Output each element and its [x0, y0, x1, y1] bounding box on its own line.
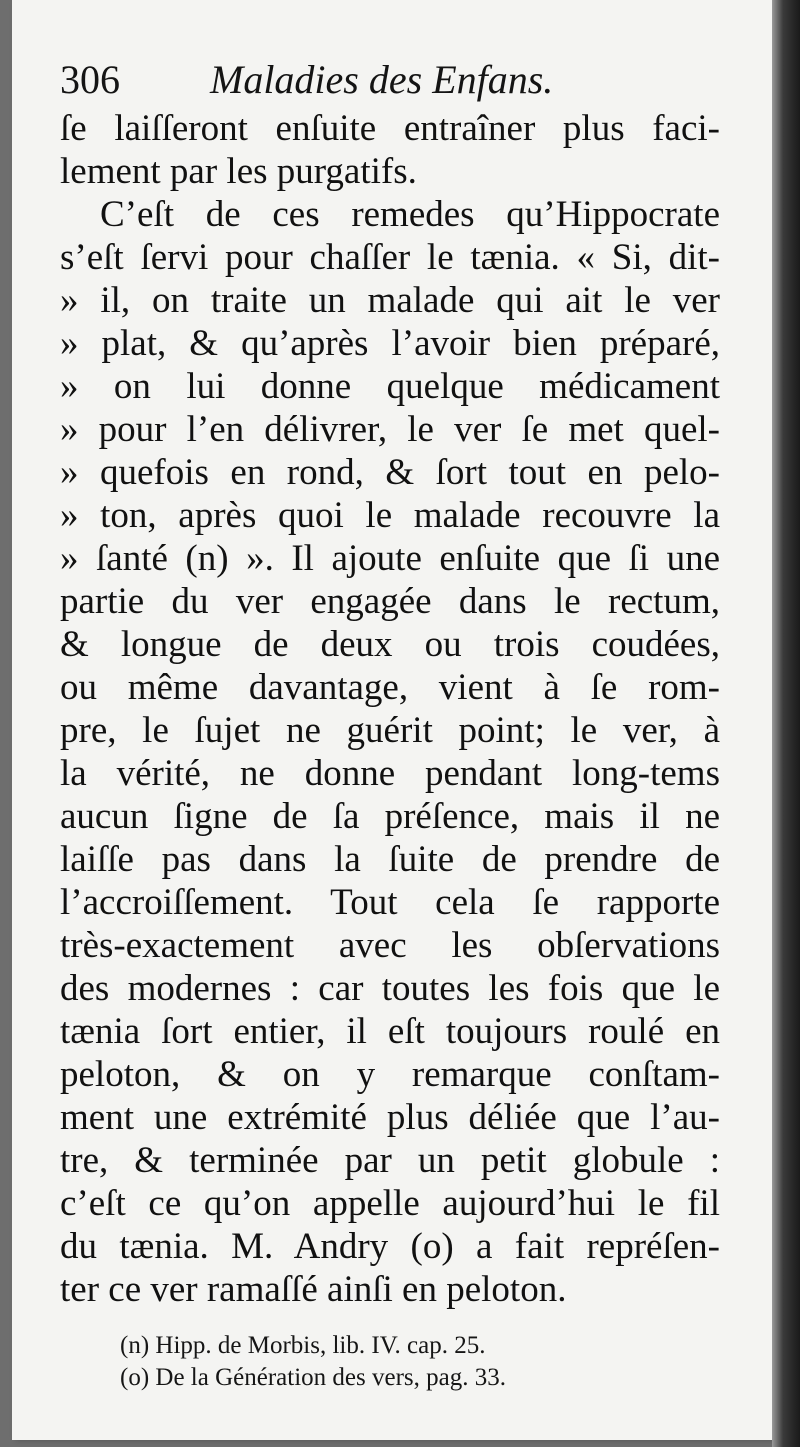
footnotes — [120, 1330, 680, 1394]
text-line: » ſanté (n) ». Il ajoute enſuite que ſi une — [60, 538, 720, 579]
text-line: ter ce ver ramaſſé ainſi en peloton. — [60, 1269, 567, 1310]
text-line: ou même davantage, vient à ſe rom- — [60, 667, 720, 708]
text-line: s’eſt ſervi pour chaſſer le tænia. « Si, dit- — [60, 237, 720, 278]
text-line: l’accroiſſement. Tout cela ſe rapporte — [60, 882, 720, 923]
text-line: laiſſe pas dans la ſuite de prendre de — [60, 839, 720, 880]
text-line: » ton, après quoi le malade recouvre la — [60, 495, 720, 536]
text-line: » pour l’en délivrer, le ver ſe met quel- — [60, 409, 720, 450]
text-line: tre, & terminée par un petit globule : — [60, 1140, 720, 1181]
text-line: ment une extrémité plus déliée que l’au- — [60, 1097, 720, 1138]
text-line: & longue de deux ou trois coudées, — [60, 624, 720, 665]
text-line: c’eſt ce qu’on appelle aujourd’hui le fil — [60, 1183, 720, 1224]
running-title: Maladies des Enfans. — [210, 57, 554, 102]
text-line: lement par les purgatifs. — [60, 151, 417, 192]
text-line: tænia ſort entier, il eſt toujours roulé en — [60, 1011, 720, 1052]
footnote: (n) Hipp. de Morbis, lib. IV. cap. 25. — [120, 1332, 486, 1359]
text-line: C’eſt de ces remedes qu’Hippocrate — [100, 194, 720, 235]
page-edge-shadow — [772, 0, 800, 1447]
text-line: très-exactement avec les obſervations — [60, 925, 720, 966]
text-line: peloton, & on y remarque conſtam- — [60, 1054, 720, 1095]
book-page — [12, 0, 780, 1440]
page-number: 306 — [60, 57, 120, 102]
text-line: ſe laiſſeront enſuite entraîner plus faci- — [60, 108, 720, 149]
text-line: des modernes : car toutes les fois que le — [60, 968, 720, 1009]
text-line: » plat, & qu’après l’avoir bien préparé, — [60, 323, 720, 364]
text-line: » on lui donne quelque médicament — [60, 366, 720, 407]
text-line: partie du ver engagée dans le rectum, — [60, 581, 720, 622]
body-text — [60, 107, 720, 1311]
page-header — [60, 50, 720, 106]
text-line: la vérité, ne donne pendant long-tems — [60, 753, 720, 794]
footnote: (o) De la Génération des vers, pag. 33. — [120, 1364, 506, 1391]
text-line: du tænia. M. Andry (o) a fait repréſen- — [60, 1226, 720, 1267]
text-line: pre, le ſujet ne guérit point; le ver, à — [60, 710, 720, 751]
text-line: aucun ſigne de ſa préſence, mais il ne — [60, 796, 720, 837]
text-line: » il, on traite un malade qui ait le ver — [60, 280, 720, 321]
text-line: » quefois en rond, & ſort tout en pelo- — [60, 452, 720, 493]
